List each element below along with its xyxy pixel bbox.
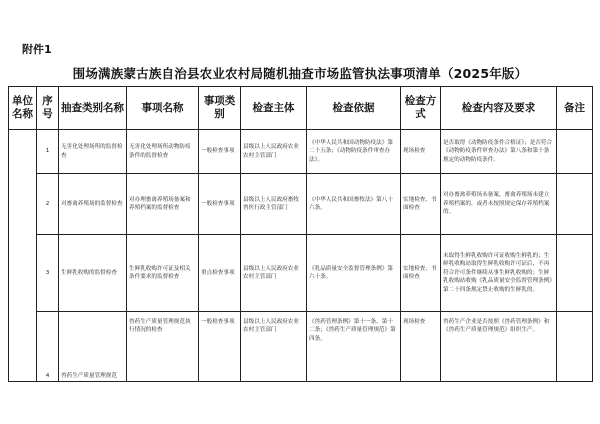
method-cell: 实地检查、书面检查 xyxy=(401,174,441,235)
seq-cell: 3 xyxy=(37,235,59,312)
header-content: 检查内容及要求 xyxy=(441,87,557,130)
header-unit: 单位名称 xyxy=(9,87,37,130)
category-cell: 无害化处理场所的监督检查 xyxy=(59,130,127,174)
category-cell: 对畜禽养殖场的监督检查 xyxy=(59,174,127,235)
subject-cell: 县级以上人民政府畜牧兽医行政主管部门 xyxy=(241,174,307,235)
header-category: 抽查类别名称 xyxy=(59,87,127,130)
content-cell: 对办畜禽养殖场未备案，畜禽养殖场未建立养殖档案的，或者未按照规定保存养殖档案的。 xyxy=(441,174,557,235)
category-cell: 兽药生产质量管理规范 xyxy=(59,312,127,382)
header-remark: 备注 xyxy=(557,87,593,130)
item-type-cell: 一般检查事项 xyxy=(199,174,241,235)
item-type-cell: 一般检查事项 xyxy=(199,130,241,174)
method-cell: 实地检查、书面检查 xyxy=(401,235,441,312)
inspection-table xyxy=(8,86,593,382)
seq-cell: 1 xyxy=(37,130,59,174)
basis-cell: 《中华人民共和国动物防疫法》第二十五条；《动物防疫条件审查办法》。 xyxy=(307,130,401,174)
content-cell: 未取得生鲜乳收购许可证收购生鲜乳的；生鲜乳收购站取得生鲜乳收购许可证后，不再符合许可条件继续从事生鲜乳收购的；生鲜乳收购站收购《乳品质量安全监督管理条例》第二十四条规定禁止收购的生鲜乳的。 xyxy=(441,235,557,312)
table-row xyxy=(9,312,593,382)
method-cell: 现场检查 xyxy=(401,130,441,174)
basis-cell: 《乳品质量安全监督管理条例》第六十条。 xyxy=(307,235,401,312)
header-method: 检查方式 xyxy=(401,87,441,130)
header-seq: 序号 xyxy=(37,87,59,130)
unit-cell xyxy=(9,130,37,382)
content-cell: 是否取得《动物防疫条件合格证》；是否符合《动物防疫条件审查办法》第八条和第十条规定的动物防疫条件。 xyxy=(441,130,557,174)
category-cell: 生鲜乳收购的监督检查 xyxy=(59,235,127,312)
seq-cell: 2 xyxy=(37,174,59,235)
item-type-cell: 一般检查事项 xyxy=(199,312,241,382)
header-item-type: 事项类别 xyxy=(199,87,241,130)
table-header-row xyxy=(9,87,593,130)
remark-cell xyxy=(557,174,593,235)
item-name-cell: 生鲜乳收购许可证及相关条件要求的监督检查 xyxy=(127,235,199,312)
item-name-cell: 无害化处理场所动物防疫条件的监督检查 xyxy=(127,130,199,174)
content-cell: 兽药生产企业是否按照《兽药管理条例》和《兽药生产质量管理规范》组织生产。 xyxy=(441,312,557,382)
header-item-name: 事项名称 xyxy=(127,87,199,130)
header-basis: 检查依据 xyxy=(307,87,401,130)
subject-cell: 县级以上人民政府农业农村主管部门 xyxy=(241,235,307,312)
subject-cell: 县级以上人民政府农业农村主管部门 xyxy=(241,312,307,382)
remark-cell xyxy=(557,312,593,382)
subject-cell: 县级以上人民政府农业农村主管部门 xyxy=(241,130,307,174)
seq-cell: 4 xyxy=(37,312,59,382)
table-row xyxy=(9,235,593,312)
basis-cell: 《中华人民共和国畜牧法》第八十六条。 xyxy=(307,174,401,235)
method-cell: 现场检查 xyxy=(401,312,441,382)
page-title: 围场满族蒙古族自治县农业农村局随机抽查市场监管执法事项清单（2025年版） xyxy=(72,66,528,81)
table-row xyxy=(9,174,593,235)
item-type-cell: 重点检查事项 xyxy=(199,235,241,312)
basis-cell: 《兽药管理条例》第十一条、第十二条；《兽药生产质量管理规范》第四条。 xyxy=(307,312,401,382)
item-name-cell: 兽药生产质量管理规范执行情况的检查 xyxy=(127,312,199,382)
remark-cell xyxy=(557,130,593,174)
remark-cell xyxy=(557,235,593,312)
header-subject: 检查主体 xyxy=(241,87,307,130)
table-row xyxy=(9,130,593,174)
attachment-label: 附件1 xyxy=(22,43,52,56)
item-name-cell: 对办理畜禽养殖场备案和养殖档案的监督检查 xyxy=(127,174,199,235)
